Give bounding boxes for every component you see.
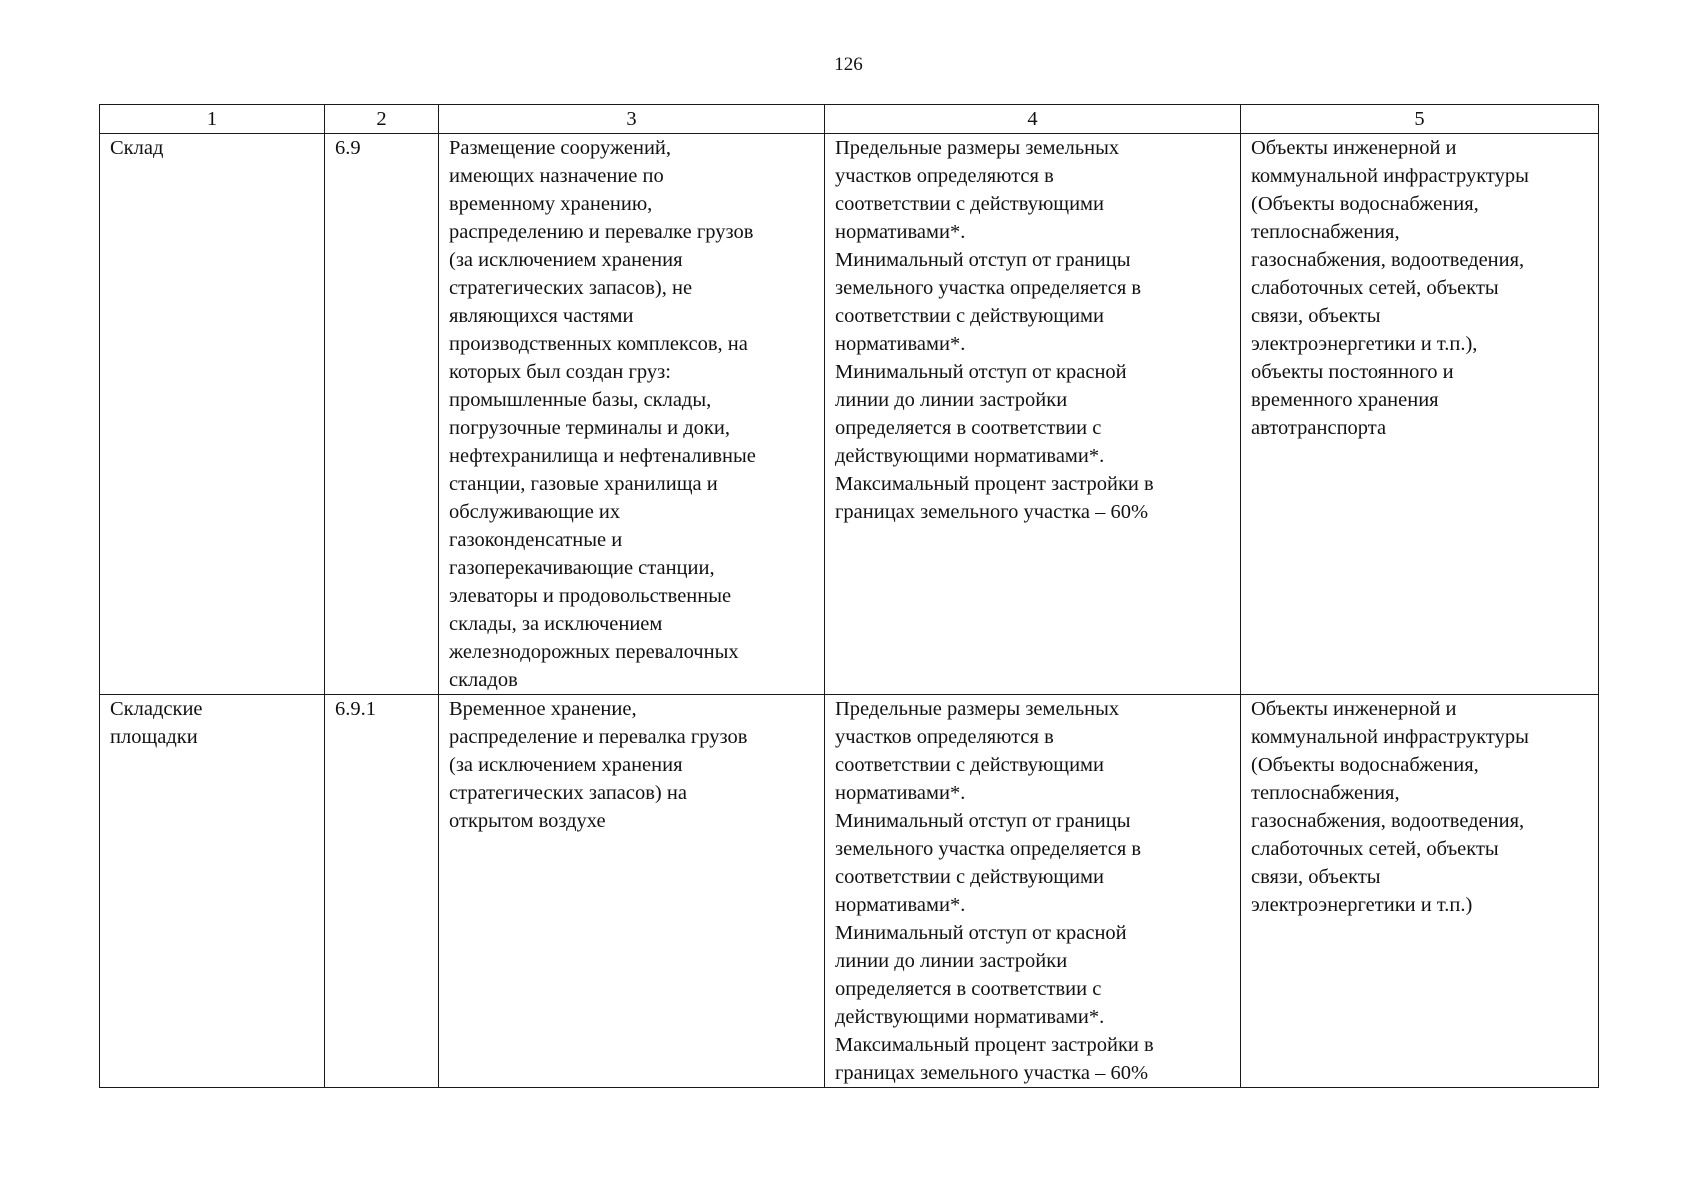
cell-text-line: Временное хранение, [449,698,637,720]
column-header: 3 [439,105,825,134]
cell-text-line: нормативами*. [835,894,966,916]
cell-text-line: погрузочные терминалы и доки, [449,417,730,439]
cell-text-line: земельного участка определяется в [835,838,1142,860]
parameters-cell [825,695,1241,1088]
cell-text-line: стратегических запасов) на [449,782,687,804]
cell-text-line: линии до линии застройки [835,389,1068,411]
classifier-code-cell [325,134,439,695]
cell-text-line: Минимальный отступ от красной [835,361,1127,383]
cell-text-line: газоперекачивающие станции, [449,557,715,579]
table-row [100,134,1599,695]
cell-text-line: связи, объекты [1251,866,1381,888]
classifier-code-cell [325,695,439,1088]
cell-text-line: временного хранения [1251,389,1439,411]
use-description-cell [439,695,825,1088]
cell-text-line: объекты постоянного и [1251,361,1454,383]
column-header: 1 [100,105,325,134]
cell-text-line: распределение и перевалка грузов [449,726,748,748]
page-number: 126 [834,54,863,75]
cell-text-line: (за исключением хранения [449,249,683,271]
cell-text-line: теплоснабжения, [1251,782,1400,804]
cell-text-line: Максимальный процент застройки в [835,1034,1154,1056]
auxiliary-uses-cell [1241,134,1599,695]
cell-text-line: нормативами*. [835,333,966,355]
cell-text-line: участков определяются в [835,726,1054,748]
table-body [100,134,1599,1088]
cell-text-line: Максимальный процент застройки в [835,473,1154,495]
table-header-row [100,105,1599,134]
cell-text-line: связи, объекты [1251,305,1381,327]
use-description-cell [439,134,825,695]
cell-text-line: земельного участка определяется в [835,277,1142,299]
cell-text-line: слаботочных сетей, объекты [1251,277,1499,299]
cell-text-line: определяется в соответствии с [835,417,1102,439]
cell-text-line: автотранспорта [1251,417,1387,439]
cell-text-line: нормативами*. [835,221,966,243]
cell-text-line: склады, за исключением [449,613,663,635]
cell-text-line: производственных комплексов, на [449,333,748,355]
cell-text-line: границах земельного участка – 60% [835,1062,1149,1084]
cell-text-line: (Объекты водоснабжения, [1251,754,1479,776]
cell-text-line: Склад [110,137,164,159]
cell-text-line: которых был создан груз: [449,361,671,383]
cell-text-line: линии до линии застройки [835,950,1068,972]
cell-text-line: газоконденсатные и [449,529,623,551]
cell-text-line: 6.9.1 [335,698,376,720]
cell-text-line: элеваторы и продовольственные [449,585,732,607]
cell-text-line: электроэнергетики и т.п.) [1251,894,1473,916]
cell-text-line: площадки [110,726,198,748]
cell-text-line: (за исключением хранения [449,754,683,776]
cell-text-line: определяется в соответствии с [835,978,1102,1000]
cell-text-line: электроэнергетики и т.п.), [1251,333,1478,355]
table-row [100,695,1599,1088]
cell-text-line: действующими нормативами*. [835,1006,1105,1028]
cell-text-line: открытом воздухе [449,810,606,832]
cell-text-line: участков определяются в [835,165,1054,187]
cell-text-line: Объекты инженерной и [1251,698,1457,720]
cell-text-line: промышленные базы, склады, [449,389,712,411]
cell-text-line: Объекты инженерной и [1251,137,1457,159]
cell-text-line: коммунальной инфраструктуры [1251,165,1529,187]
cell-text-line: соответствии с действующими [835,193,1104,215]
land-use-table [99,104,1599,1088]
cell-text-line: являющихся частями [449,305,634,327]
cell-text-line: границах земельного участка – 60% [835,501,1149,523]
cell-text-line: теплоснабжения, [1251,221,1400,243]
cell-text-line: нефтехранилища и нефтеналивные [449,445,756,467]
cell-text-line: соответствии с действующими [835,305,1104,327]
cell-text-line: стратегических запасов), не [449,277,693,299]
cell-text-line: (Объекты водоснабжения, [1251,193,1479,215]
cell-text-line: Размещение сооружений, [449,137,672,159]
cell-text-line: нормативами*. [835,782,966,804]
cell-text-line: Минимальный отступ от границы [835,249,1131,271]
cell-text-line: Минимальный отступ от границы [835,810,1131,832]
land-use-name-cell [100,134,325,695]
column-header: 2 [325,105,439,134]
cell-text-line: Предельные размеры земельных [835,137,1120,159]
cell-text-line: коммунальной инфраструктуры [1251,726,1529,748]
parameters-cell [825,134,1241,695]
cell-text-line: Складские [110,698,203,720]
cell-text-line: Предельные размеры земельных [835,698,1120,720]
land-use-name-cell [100,695,325,1088]
cell-text-line: газоснабжения, водоотведения, [1251,810,1525,832]
cell-text-line: Минимальный отступ от красной [835,922,1127,944]
cell-text-line: железнодорожных перевалочных [449,641,739,663]
cell-text-line: соответствии с действующими [835,866,1104,888]
column-header: 4 [825,105,1241,134]
column-header: 5 [1241,105,1599,134]
cell-text-line: обслуживающие их [449,501,621,523]
cell-text-line: соответствии с действующими [835,754,1104,776]
cell-text-line: 6.9 [335,137,361,159]
cell-text-line: распределению и перевалке грузов [449,221,754,243]
cell-text-line: складов [449,669,518,691]
cell-text-line: газоснабжения, водоотведения, [1251,249,1525,271]
cell-text-line: действующими нормативами*. [835,445,1105,467]
auxiliary-uses-cell [1241,695,1599,1088]
cell-text-line: временному хранению, [449,193,653,215]
cell-text-line: слаботочных сетей, объекты [1251,838,1499,860]
cell-text-line: станции, газовые хранилища и [449,473,718,495]
cell-text-line: имеющих назначение по [449,165,664,187]
